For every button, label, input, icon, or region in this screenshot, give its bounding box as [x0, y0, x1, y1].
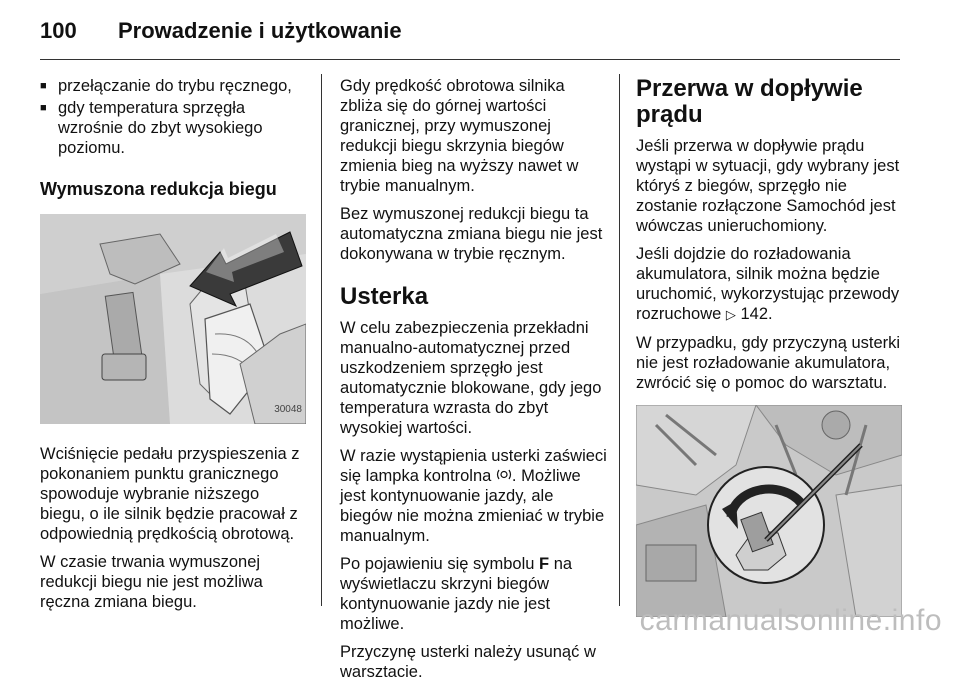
- figure-id: 30048: [274, 404, 302, 415]
- paragraph: W celu zabezpieczenia przekładni manualno-automatycznej przed uszkodzeniem sprzęgło jest automatycznie blokowane, gdy jego temperatura wzrasta do zbyt wysokiej wartości.: [340, 319, 602, 437]
- page-number: 100: [40, 18, 77, 43]
- section-title-power-interruption: Przerwa w dopływie prądu: [636, 75, 863, 128]
- symbol-f: F: [539, 555, 550, 573]
- paragraph: Bez wymuszonej redukcji biegu ta automatyczna zmiana biegu nie jest dokonywana w trybie ręcznym.: [340, 205, 603, 263]
- bullet-list: [40, 76, 308, 158]
- watermark: carmanualsonline.info: [639, 604, 942, 637]
- section-title-forced-downshift: Wymuszona redukcja biegu: [40, 179, 277, 199]
- list-item: ■ przełączanie do trybu ręcznego,: [40, 76, 308, 96]
- column-divider: [321, 74, 322, 606]
- paragraph: W przypadku, gdy przyczyną usterki nie jest rozładowanie akumulatora, zwrócić się o pomoc do warsztatu.: [636, 334, 901, 392]
- page-header: [40, 14, 920, 48]
- list-item: ■ gdy temperatura sprzęgła wzrośnie do zbyt wysokiego poziomu.: [40, 98, 308, 158]
- page-title: Prowadzenie i użytkowanie: [118, 18, 402, 43]
- paragraph-jump-start: Jeśli dojdzie do rozładowania akumulatora, silnik można będzie uruchomić, wykorzystując przewody rozruchowe ▷ 142.: [636, 245, 900, 323]
- column-1: [40, 76, 308, 620]
- engine-drawing: [636, 405, 902, 617]
- column-3: [636, 76, 904, 617]
- engine-bay-illustration: [636, 405, 902, 617]
- header-rule: [40, 59, 900, 60]
- cross-reference-icon: ▷: [725, 307, 736, 322]
- paragraph: Przyczynę usterki należy usunąć w warsztacie.: [340, 643, 596, 681]
- section-title-fault: Usterka: [340, 283, 429, 310]
- column-divider: [619, 74, 620, 606]
- column-2: [340, 76, 608, 690]
- gearbox-warning-icon: [496, 467, 512, 485]
- paragraph: Wciśnięcie pedału przyspieszenia z pokonaniem punktu granicznego spowoduje wybranie niższego biegu, o ile silnik będzie pracował z odpowiednią prędkością obrotową.: [40, 445, 300, 543]
- pedal-illustration: [40, 214, 306, 424]
- paragraph-warning-lamp: W razie wystąpienia usterki zaświeci się lampka kontrolna . Możliwe jest kontynuowanie jazdy, ale biegów nie można zmieniać w trybie manualnym.: [340, 447, 607, 545]
- paragraph: W czasie trwania wymuszonej redukcji biegu nie jest możliwa ręczna zmiana biegu.: [40, 553, 263, 611]
- paragraph: Gdy prędkość obrotowa silnika zbliża się do górnej wartości granicznej, przy wymuszonej redukcji biegu skrzynia biegów zmienia bieg na wyższy nawet w trybie manualnym.: [340, 77, 579, 195]
- pedal-drawing: [40, 214, 306, 424]
- paragraph-symbol-f: Po pojawieniu się symbolu F na wyświetlaczu skrzyni biegów kontynuowanie jazdy nie jest możliwe.: [340, 555, 573, 633]
- paragraph: Jeśli przerwa w dopływie prądu wystąpi w sytuacji, gdy wybrany jest któryś z biegów, sprzęgło nie zostanie rozłączone Samochód jest wówczas unieruchomiony.: [636, 137, 900, 235]
- cross-reference-page[interactable]: 142.: [740, 305, 773, 323]
